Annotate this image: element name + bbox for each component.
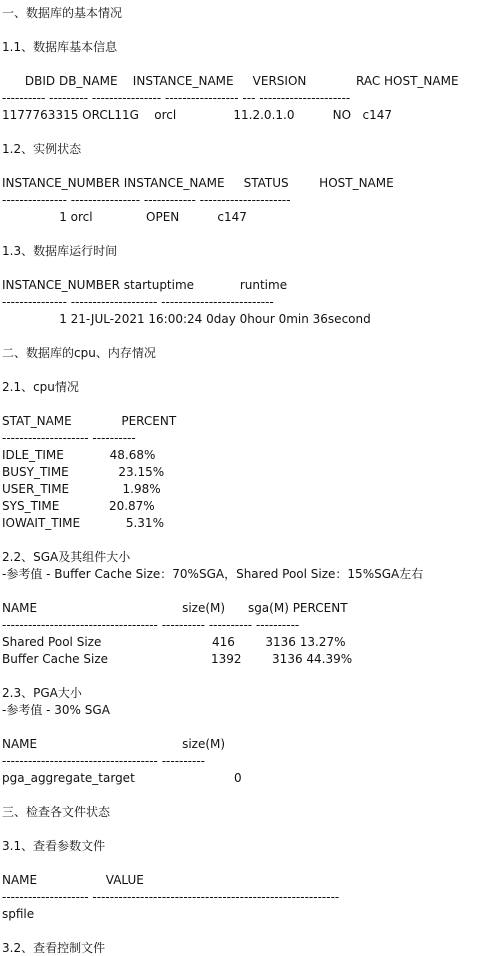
sga-row: Buffer Cache Size 1392 3136 44.39% xyxy=(2,652,353,666)
section-heading-2: 二、数据库的cpu、内存情况 xyxy=(2,346,156,360)
pga-reference-note: -参考值 - 30% SGA xyxy=(2,703,110,717)
param-file-header: NAME VALUE xyxy=(2,873,144,887)
sga-header: NAME size(M) sga(M) PERCENT xyxy=(2,601,348,615)
section-heading-1: 一、数据库的基本情况 xyxy=(2,6,123,20)
cpu-row: SYS_TIME 20.87% xyxy=(2,499,155,513)
sga-row: Shared Pool Size 416 3136 13.27% xyxy=(2,635,346,649)
cpu-row: IDLE_TIME 48.68% xyxy=(2,448,156,462)
subsection-heading-3-2: 3.2、查看控制文件 xyxy=(2,941,106,955)
subsection-heading-2-2: 2.2、SGA及其组件大小 xyxy=(2,550,131,564)
instance-status-separator: --------------- ---------------- ------------ --------------------- xyxy=(2,193,291,207)
param-file-row: spfile xyxy=(2,907,35,921)
db-info-row: 1177763315 ORCL11G orcl 11.2.0.1.0 NO c147 xyxy=(2,108,392,122)
db-info-separator: ---------- --------- ---------------- ----------------- --- --------------------- xyxy=(2,91,351,105)
pga-separator: ------------------------------------ ---------- xyxy=(2,754,205,768)
cpu-separator: -------------------- ---------- xyxy=(2,431,136,445)
instance-status-row: 1 orcl OPEN c147 xyxy=(2,210,247,224)
subsection-heading-1-2: 1.2、实例状态 xyxy=(2,142,82,156)
runtime-separator: --------------- -------------------- -------------------------- xyxy=(2,295,274,309)
cpu-row: IOWAIT_TIME 5.31% xyxy=(2,516,164,530)
section-heading-3: 三、检查各文件状态 xyxy=(2,805,111,819)
sga-separator: ------------------------------------ ---------- ---------- ---------- xyxy=(2,618,300,632)
subsection-heading-3-1: 3.1、查看参数文件 xyxy=(2,839,106,853)
subsection-heading-2-1: 2.1、cpu情况 xyxy=(2,380,79,394)
subsection-heading-1-1: 1.1、数据库基本信息 xyxy=(2,40,118,54)
runtime-header: INSTANCE_NUMBER startuptime runtime xyxy=(2,278,288,292)
instance-status-header: INSTANCE_NUMBER INSTANCE_NAME STATUS HOST_NAME xyxy=(2,176,394,190)
runtime-row: 1 21-JUL-2021 16:00:24 0day 0hour 0min 36second xyxy=(2,312,371,326)
param-file-separator: -------------------- --------------------------------------------------------- xyxy=(2,890,340,904)
subsection-heading-1-3: 1.3、数据库运行时间 xyxy=(2,244,118,258)
cpu-row: BUSY_TIME 23.15% xyxy=(2,465,165,479)
subsection-heading-2-3: 2.3、PGA大小 xyxy=(2,686,82,700)
sga-reference-note: -参考值 - Buffer Cache Size：70%SGA，Shared Pool Size：15%SGA左右 xyxy=(2,567,424,581)
cpu-header: STAT_NAME PERCENT xyxy=(2,414,177,428)
cpu-row: USER_TIME 1.98% xyxy=(2,482,161,496)
pga-row: pga_aggregate_target 0 xyxy=(2,771,242,785)
pga-header: NAME size(M) xyxy=(2,737,226,751)
db-info-header: DBID DB_NAME INSTANCE_NAME VERSION RAC HOST_NAME xyxy=(2,74,459,88)
